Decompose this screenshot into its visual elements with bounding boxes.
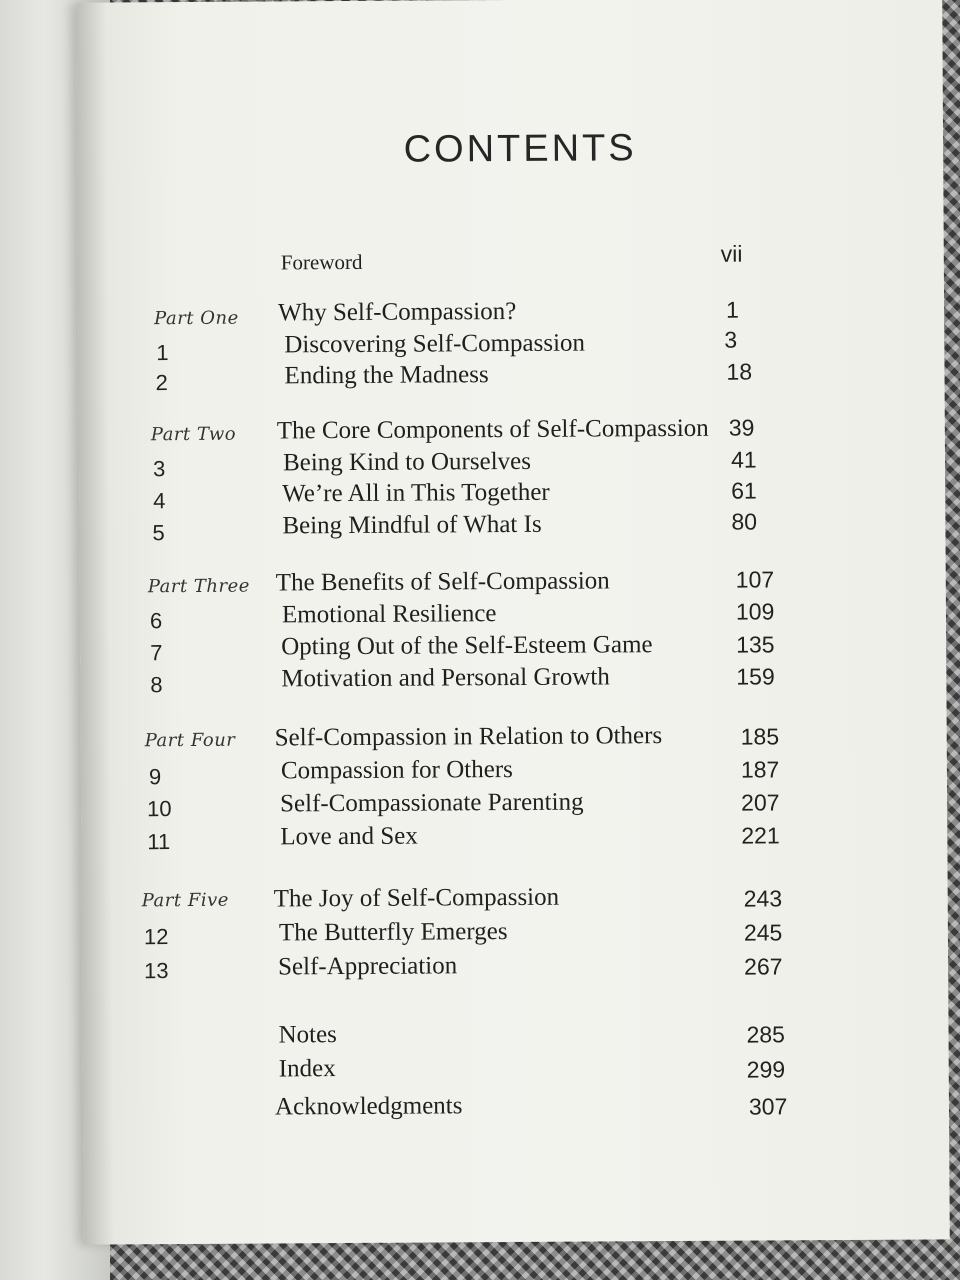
- backmatter-page-index: 299: [746, 1056, 786, 1083]
- chapter-page-5: 80: [731, 508, 758, 535]
- chapter-page-4: 61: [731, 477, 757, 504]
- part-label-five: Part Five: [141, 889, 229, 912]
- foreword-title: Foreword: [280, 249, 363, 275]
- part-page-three: 107: [735, 566, 775, 593]
- chapter-page-8: 159: [736, 663, 775, 690]
- chapter-num-13: 13: [144, 958, 169, 984]
- foreword-page: vii: [720, 240, 743, 267]
- chapter-page-12: 245: [743, 919, 783, 946]
- part-label-two: Part Two: [150, 423, 237, 446]
- chapter-title-1: Discovering Self-Compassion: [284, 329, 586, 359]
- page-gutter-shadow: [76, 2, 114, 1244]
- backmatter-title-notes: Notes: [278, 1021, 337, 1049]
- chapter-num-3: 3: [152, 456, 166, 482]
- chapter-page-2: 18: [726, 358, 753, 385]
- chapter-title-10: Self-Compassionate Parenting: [280, 788, 584, 818]
- chapter-title-8: Motivation and Personal Growth: [281, 663, 610, 693]
- chapter-num-1: 1: [156, 340, 169, 366]
- chapter-num-8: 8: [150, 672, 163, 698]
- chapter-title-3: Being Kind to Ourselves: [282, 447, 531, 477]
- chapter-num-4: 4: [153, 488, 166, 514]
- chapter-title-13: Self-Appreciation: [278, 952, 458, 981]
- chapter-page-6: 109: [735, 598, 775, 625]
- part-page-two: 39: [728, 414, 755, 441]
- chapter-num-9: 9: [148, 764, 162, 790]
- part-title-one: Why Self-Compassion?: [278, 297, 517, 327]
- chapter-title-7: Opting Out of the Self-Esteem Game: [281, 631, 653, 661]
- chapter-title-4: We’re All in This Together: [282, 478, 550, 508]
- chapter-num-12: 12: [143, 924, 169, 950]
- chapter-title-2: Ending the Madness: [284, 361, 489, 390]
- part-label-one: Part One: [154, 307, 239, 330]
- part-label-four: Part Four: [144, 729, 236, 752]
- chapter-num-6: 6: [149, 608, 163, 634]
- backmatter-title-index: Index: [278, 1055, 336, 1083]
- chapter-page-10: 207: [741, 789, 780, 816]
- chapter-page-1: 3: [724, 326, 738, 353]
- chapter-page-11: 221: [741, 822, 780, 849]
- part-title-five: The Joy of Self-Compassion: [273, 883, 560, 913]
- chapter-page-9: 187: [740, 756, 780, 783]
- part-page-one: 1: [726, 296, 739, 323]
- chapter-title-11: Love and Sex: [280, 822, 418, 851]
- chapter-num-11: 11: [147, 829, 171, 855]
- chapter-num-5: 5: [152, 520, 165, 546]
- chapter-title-12: The Butterfly Emerges: [278, 918, 508, 947]
- book-page: [76, 0, 950, 1245]
- chapter-page-7: 135: [736, 631, 775, 658]
- chapter-num-2: 2: [155, 370, 168, 396]
- part-label-three: Part Three: [147, 575, 250, 598]
- part-page-five: 243: [743, 885, 783, 912]
- part-title-three: The Benefits of Self-Compassion: [275, 567, 610, 597]
- part-title-four: Self-Compassion in Relation to Others: [274, 722, 663, 752]
- chapter-title-5: Being Mindful of What Is: [282, 510, 542, 540]
- chapter-page-13: 267: [744, 953, 783, 980]
- part-title-two: The Core Components of Self-Compassion: [276, 414, 709, 445]
- part-page-four: 185: [740, 723, 780, 750]
- backmatter-title-acknowledgments: Acknowledgments: [274, 1092, 463, 1121]
- chapter-page-3: 41: [730, 446, 757, 473]
- backmatter-page-acknowledgments: 307: [748, 1093, 788, 1120]
- chapter-title-9: Compassion for Others: [280, 756, 513, 785]
- backmatter-page-notes: 285: [746, 1021, 785, 1048]
- chapter-num-10: 10: [147, 796, 172, 822]
- chapter-title-6: Emotional Resilience: [281, 600, 497, 629]
- chapter-num-7: 7: [150, 640, 163, 666]
- contents-heading: CONTENTS: [403, 127, 637, 171]
